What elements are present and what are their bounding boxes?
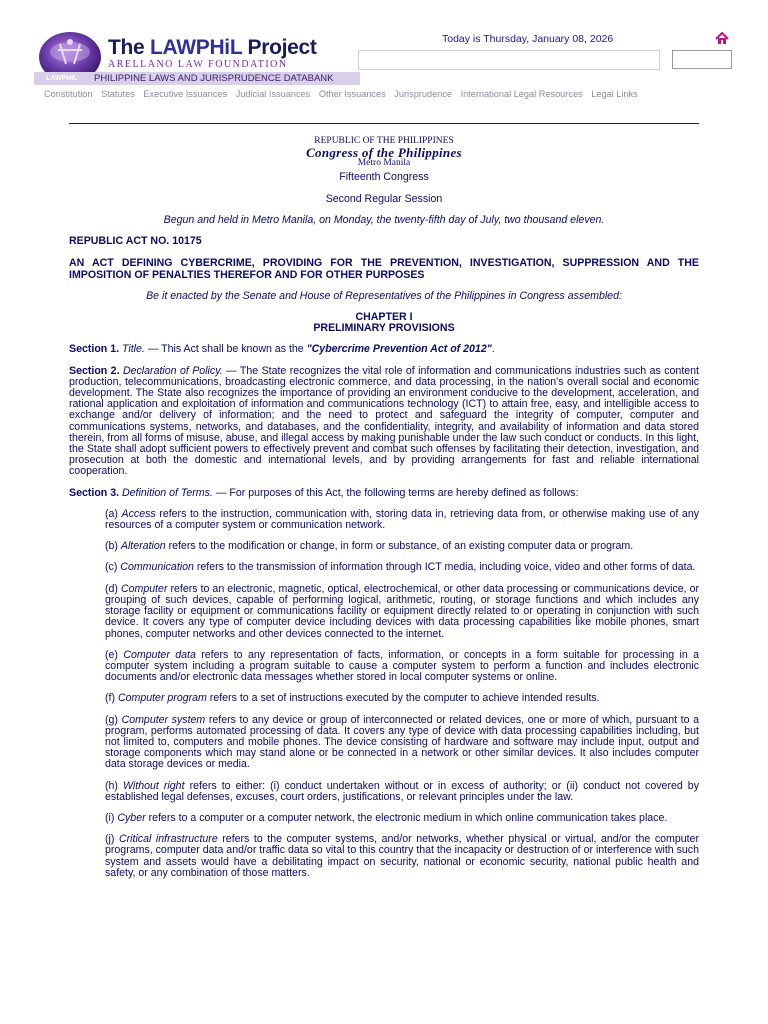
section-heading: Title. (122, 343, 145, 356)
section-heading: Definition of Terms. (122, 486, 213, 499)
definition-term: Alteration (120, 540, 166, 553)
section-2 (69, 366, 699, 478)
definition-text: refers to the computer systems, and/or networks, whether physical or virtual, and/or the computer programs, computer data and/or traffic data so vital to this country that the incapacity or destruction of or interference with such system and assets would have a debilitating impact on security, national or economic security, national public health and safety, or any combination of those matters. (105, 833, 699, 879)
section-text: — The State recognizes the vital role of information and communications industries such as content production, telecommunications, broadcasting electronic commerce, and data processing, in the nation's overall social and economic development. The State also recognizes the importance of providing an environment conducive to the development, acceleration, and rational application and exploitation of information and communications technology (ICT) to attain free, easy, and intelligible access to exchange and/or delivery of information; and the need to protect and safeguard the integrity of computer, computer and communications systems, networks, and databases, and the confidentiality, integrity, and availability of information and data stored therein, from all forms of misuse, abuse, and illegal access by making punishable under the law such conduct or conducts. In this light, the State shall adopt sufficient powers to effectively prevent and combat such offenses by facilitating their detection, investigation, and prosecution at both the domestic and international levels, and by providing arrangements for fast and reliable international cooperation. (69, 364, 699, 478)
definition-number: (h) (105, 779, 124, 792)
section-label: Section 3. (69, 486, 120, 499)
logo-subtitle: ARELLANO LAW FOUNDATION (108, 59, 288, 70)
nav-constitution[interactable]: Constitution (44, 89, 93, 99)
definition-term: Critical infrastructure (118, 833, 218, 846)
definition-term: Computer data (123, 648, 196, 661)
home-icon[interactable] (715, 32, 729, 45)
act-short-title: "Cybercrime Prevention Act of 2012" (306, 343, 492, 356)
definition-text: refers to an electronic, magnetic, optical, electrochemical, or other data processing or communications device, or grouping of such devices, capable of performing logical, arithmetic, routing, or storage functions and which includes any storage facility or equipment or communications facility or equipment directly related to or operating in conjunction with such device. It covers any type of computer device including devices with data processing capabilities like mobile phones, smart phones, computer networks and other devices connected to the internet. (105, 582, 700, 640)
nav-judicial-issuances[interactable]: Judicial Issuances (235, 89, 311, 99)
nav-legal-links[interactable]: Legal Links (591, 89, 638, 99)
definition-number: (d) (105, 582, 121, 595)
current-date: Today is Thursday, January 08, 2026 (442, 33, 614, 45)
enacting-clause: Be it enacted by the Senate and House of Representatives of the Philippines in Congress assembled: (146, 289, 622, 302)
definition-text: refers to a set of instructions executed by the computer to achieve intended results. (206, 692, 600, 705)
search-input[interactable] (358, 50, 660, 70)
main-nav (44, 89, 644, 99)
definition-term: Computer program (117, 692, 207, 705)
definition-number: (f) (105, 692, 118, 705)
definition-term: Access (121, 507, 156, 520)
definition-text: refers to a computer or a computer network, the electronic medium in which online communication takes place. (145, 811, 668, 824)
section-label: Section 1. (69, 343, 120, 356)
header-divider (69, 123, 699, 124)
definition-item (105, 509, 699, 531)
nav-jurisprudence[interactable]: Jurisprudence (394, 89, 453, 99)
definition-item (105, 715, 699, 771)
definition-item (105, 834, 699, 879)
logo-title[interactable] (108, 36, 317, 60)
nav-international-legal-resources[interactable]: International Legal Resources (460, 89, 583, 99)
section-label: Section 2. (69, 364, 120, 377)
chapter-number: CHAPTER I (355, 311, 413, 324)
site-header (0, 0, 768, 120)
search-button[interactable] (672, 50, 732, 69)
section-heading: Declaration of Policy. (122, 364, 223, 377)
logo-title-suffix: Project (242, 36, 317, 59)
databank-banner (34, 72, 360, 85)
definition-item (105, 650, 699, 684)
definition-text: refers to either: (i) conduct undertaken without or in excess of authority; or (ii) conduct not covered by established legal defenses, excuses, court orders, justifications, or relevant principles under the law. (105, 779, 700, 803)
section-text: — This Act shall be known as the (144, 343, 307, 356)
definition-term: Cyber (117, 811, 146, 824)
republic-heading: REPUBLIC OF THE PHILIPPINES (314, 136, 454, 146)
chapter-title: PRELIMINARY PROVISIONS (313, 322, 455, 335)
congress-heading: Congress of the Philippines (306, 145, 462, 161)
section-text: — For purposes of this Act, the following terms are hereby defined as follows: (212, 486, 579, 499)
definition-term: Without right (123, 779, 185, 792)
definition-number: (e) (105, 648, 124, 661)
logo-badge: LAWPHIL (46, 75, 78, 82)
definition-number: (j) (105, 833, 119, 846)
definition-text: refers to the transmission of information through ICT media, including voice, video and other forms of data. (193, 561, 696, 574)
definition-term: Communication (120, 561, 194, 574)
nav-other-issuances[interactable]: Other Issuances (318, 89, 386, 99)
definition-number: (c) (105, 561, 121, 574)
definition-item (105, 813, 699, 824)
definition-term: Computer (120, 582, 168, 595)
section-1 (69, 344, 699, 355)
act-title: AN ACT DEFINING CYBERCRIME, PROVIDING FOR THE PREVENTION, INVESTIGATION, SUPPRESSION AND THE IMPOSITION OF PENALTIES THEREFOR AND FOR OTHER PURPOSES (69, 257, 699, 281)
definition-number: (b) (105, 540, 121, 553)
definition-item (105, 781, 699, 803)
definition-text: refers to any representation of facts, information, or concepts in a form suitable for processing in a computer system including a program suitable to cause a computer system to perform a function and includes electronic documents and/or electronic data messages whether stored in local computer systems or online. (105, 648, 700, 684)
logo-brand: LAWPHiL (149, 36, 242, 59)
definition-item (105, 541, 699, 552)
nav-statutes[interactable]: Statutes (101, 89, 135, 99)
definition-item (105, 584, 699, 640)
nav-executive-issuances[interactable]: Executive Issuances (143, 89, 228, 99)
section-3 (69, 488, 699, 499)
definition-number: (a) (105, 507, 122, 520)
section-text-end: . (491, 343, 495, 356)
definition-text: refers to any device or group of interconnected or related devices, one or more of which, pursuant to a program, performs automated processing of data. It covers any type of device with data processing capabilities including, but not limited to, computers and mobile phones. The device consisting of hardware and software may include input, output and storage components which may stand alone or be connected in a network or other similar devices. It also includes computer data storage devices or media. (105, 713, 700, 771)
session-label: Second Regular Session (325, 192, 443, 205)
document-body (69, 136, 699, 879)
ra-number: REPUBLIC ACT NO. 10175 (69, 235, 202, 248)
definition-item (105, 562, 699, 573)
definition-text: refers to the instruction, communication with, storing data in, retrieving data from, or otherwise making use of any resources of a computer system or communication network. (105, 507, 700, 532)
definition-number: (g) (105, 713, 122, 726)
logo-title-prefix: The (108, 36, 150, 59)
begun-statement: Begun and held in Metro Manila, on Monday, the twenty-fifth day of July, two thousand eleven. (163, 214, 605, 227)
definition-term: Computer system (121, 713, 206, 726)
databank-label: PHILIPPINE LAWS AND JURISPRUDENCE DATABANK (94, 73, 334, 84)
definition-text: refers to the modification or change, in form or substance, of an existing computer data or program. (165, 540, 634, 553)
metro-heading: Metro Manila (357, 158, 411, 169)
congress-number: Fifteenth Congress (339, 170, 429, 183)
definition-item (105, 693, 699, 704)
definition-number: (i) (105, 811, 118, 824)
